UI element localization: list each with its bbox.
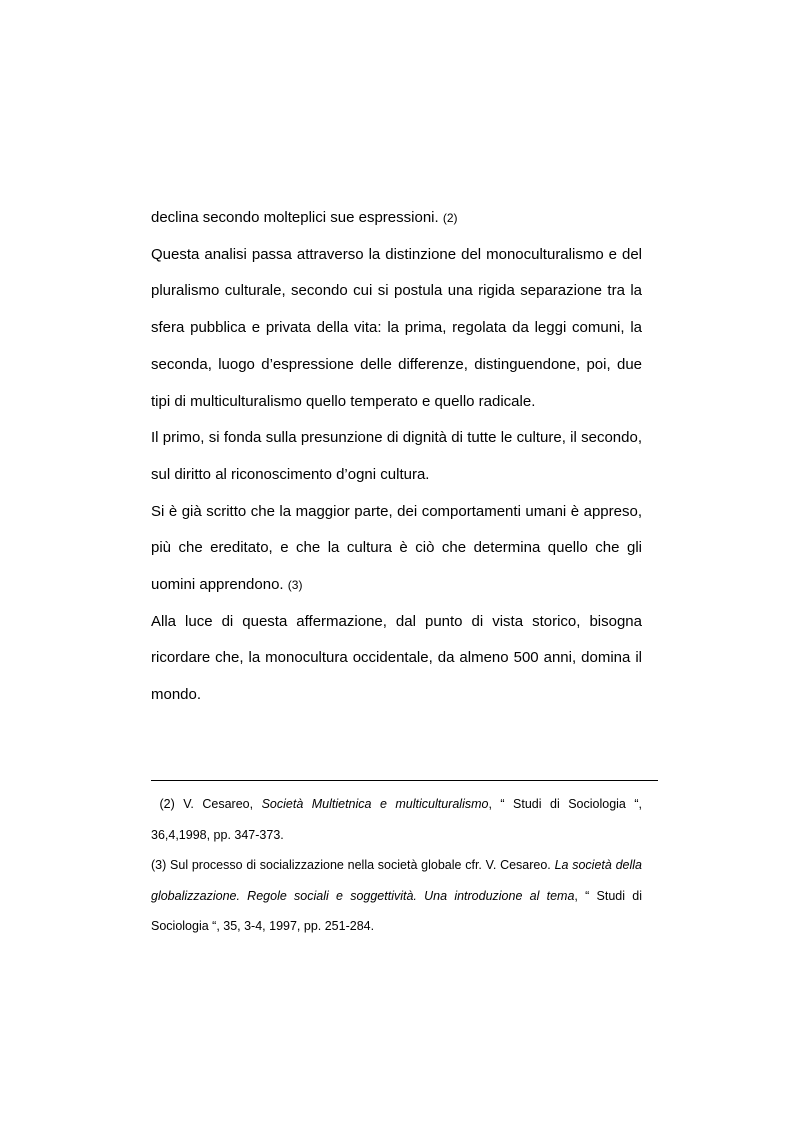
paragraph-4 [151,494,642,604]
paragraph-2: Questa analisi passa attraverso la distinzione del monoculturalismo e del pluralismo culturale, secondo cui si postula una rigida separazione tra la sfera pubblica e privata della vita: la prima, regolata da leggi comuni, la seconda, luogo d’espressione delle differenze, distinguendone, poi, due tipi di multiculturalismo quello temperato e quello radicale. [151,245,642,410]
footnote-2-author: (2) V. Cesareo, [159,797,254,811]
footnote-separator [151,780,658,781]
footnotes [151,789,642,942]
footnote-ref-2[interactable]: (2) [442,211,458,225]
paragraph-4-text: Si è già scritto che la maggior parte, dei comportamenti umani è appreso, più che ereditato, e che la cultura è ciò che determina quello che gli uomini apprendono. [151,502,642,594]
footnote-2-title: Società Multietnica e multiculturalismo [261,797,489,811]
footnote-3-author: (3) Sul processo di socializzazione nella società globale cfr. V. Cesareo. [151,858,551,872]
paragraph-3: Il primo, si fonda sulla presunzione di dignità di tutte le culture, il secondo, sul diritto al riconoscimento d’ogni cultura. [151,429,642,483]
footnote-3-source: , “ Studi di Sociologia “, 35, 3-4, 1997, pp. 251-284. [151,888,642,933]
footnote-2-source: , “ Studi di Sociologia “, 36,4,1998, pp. 347-373. [151,797,642,842]
paragraph-5: Alla luce di questa affermazione, dal punto di vista storico, bisogna ricordare che, la monocultura occidentale, da almeno 500 anni, domina il mondo. [151,612,642,704]
paragraph-1-text: declina secondo molteplici sue espressioni. [151,209,439,226]
footnote-3-title: La società della globalizzazione. Regole sociali e soggettività. Una introduzione al tema [151,858,642,903]
paragraph-1 [151,200,642,237]
footnote-3 [151,850,642,942]
footnote-2 [151,789,642,850]
footnote-ref-3[interactable]: (3) [287,578,303,593]
main-text [151,200,642,714]
